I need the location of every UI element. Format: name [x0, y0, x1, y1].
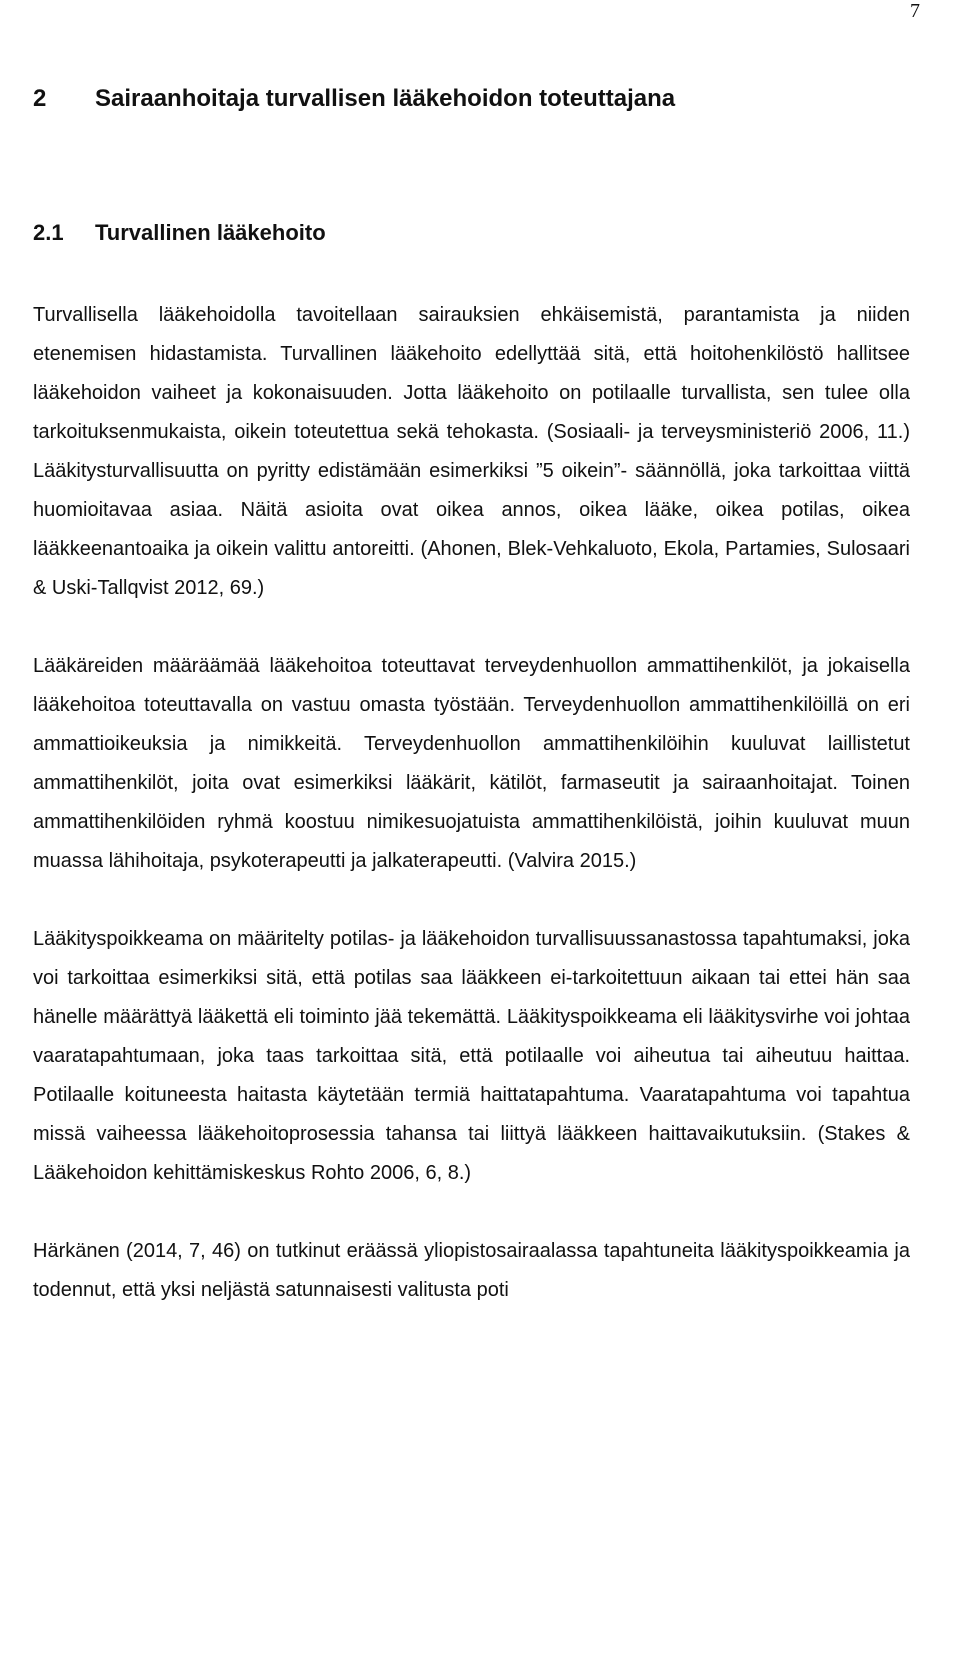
paragraph-medication-error: Lääkityspoikkeama on määritelty potilas- ja lääkehoidon turvallisuussanastossa tapahtumaksi, joka voi tarkoittaa esimerkiksi sitä, että potilas saa lääkkeen ei-tarkoitettuun aikaan tai ettei hän saa hänelle määrättyä lääkettä eli toiminto jää tekemättä. Lääkityspoikkeama eli lääkitysvirhe voi johtaa vaaratapahtumaan, joka taas tarkoittaa sitä, että potilaalle voi aiheutua tai aiheutuu haittaa. Potilaalle koituneesta haitasta käytetään termiä haittatapahtuma. Vaaratapahtuma voi tapahtua missä vaiheessa lääkehoitoprosessia tahansa tai liittyä lääkkeen haittavaikutuksiin. (Stakes & Lääkehoidon kehittämiskeskus Rohto 2006, 6, 8.)	[33, 928, 910, 1184]
paragraph-healthcare-professionals: Lääkäreiden määräämää lääkehoitoa toteuttavat terveydenhuollon ammattihenkilöt, ja jokaisella lääkehoitoa toteuttavalla on vastuu omasta työstään. Terveydenhuollon ammattihenkilöillä on eri ammattioikeuksia ja nimikkeitä. Terveydenhuollon ammattihenkilöihin kuuluvat laillistetut ammattihenkilöt, joita ovat esimerkiksi lääkärit, kätilöt, farmaseutit ja sairaanhoitajat. Toinen ammattihenkilöiden ryhmä koostuu nimikesuojatuista ammattihenkilöistä, joihin kuuluvat muun muassa lähihoitaja, psykoterapeutti ja jalkaterapeutti. (Valvira 2015.)	[33, 655, 910, 872]
document-body	[33, 78, 910, 1310]
page-number: 7	[910, 0, 920, 22]
chapter-title: Sairaanhoitaja turvallisen lääkehoidon toteuttajana	[95, 85, 676, 112]
paragraph-harkanen-study: Härkänen (2014, 7, 46) on tutkinut eräässä yliopistosairaalassa tapahtuneita lääkityspoikkeamia ja todennut, että yksi neljästä satunnaisesti valitusta poti	[33, 1240, 910, 1301]
chapter-heading	[33, 78, 910, 120]
chapter-number: 2	[33, 85, 47, 112]
paragraph-safe-medication: Turvallisella lääkehoidolla tavoitellaan sairauksien ehkäisemistä, parantamista ja niiden etenemisen hidastamista. Turvallinen lääkehoito edellyttää sitä, että hoitohenkilöstö hallitsee lääkehoidon vaiheet ja kokonaisuuden. Jotta lääkehoito on potilaalle turvallista, sen tulee olla tarkoituksenmukaista, oikein toteutettua sekä tehokasta. (Sosiaali- ja terveysministeriö 2006, 11.) Lääkitysturvallisuutta on pyritty edistämään esimerkiksi ”5 oikein”- säännöllä, joka tarkoittaa viittä huomioitavaa asiaa. Näitä asioita ovat oikea annos, oikea lääke, oikea potilas, oikea lääkkeenantoaika ja oikein valittu antoreitti. (Ahonen, Blek-Vehkaluoto, Ekola, Partamies, Sulosaari & Uski-Tallqvist 2012, 69.)	[33, 304, 910, 599]
section-title: Turvallinen lääkehoito	[95, 220, 326, 245]
section-heading	[33, 212, 910, 254]
section-number: 2.1	[33, 220, 64, 245]
